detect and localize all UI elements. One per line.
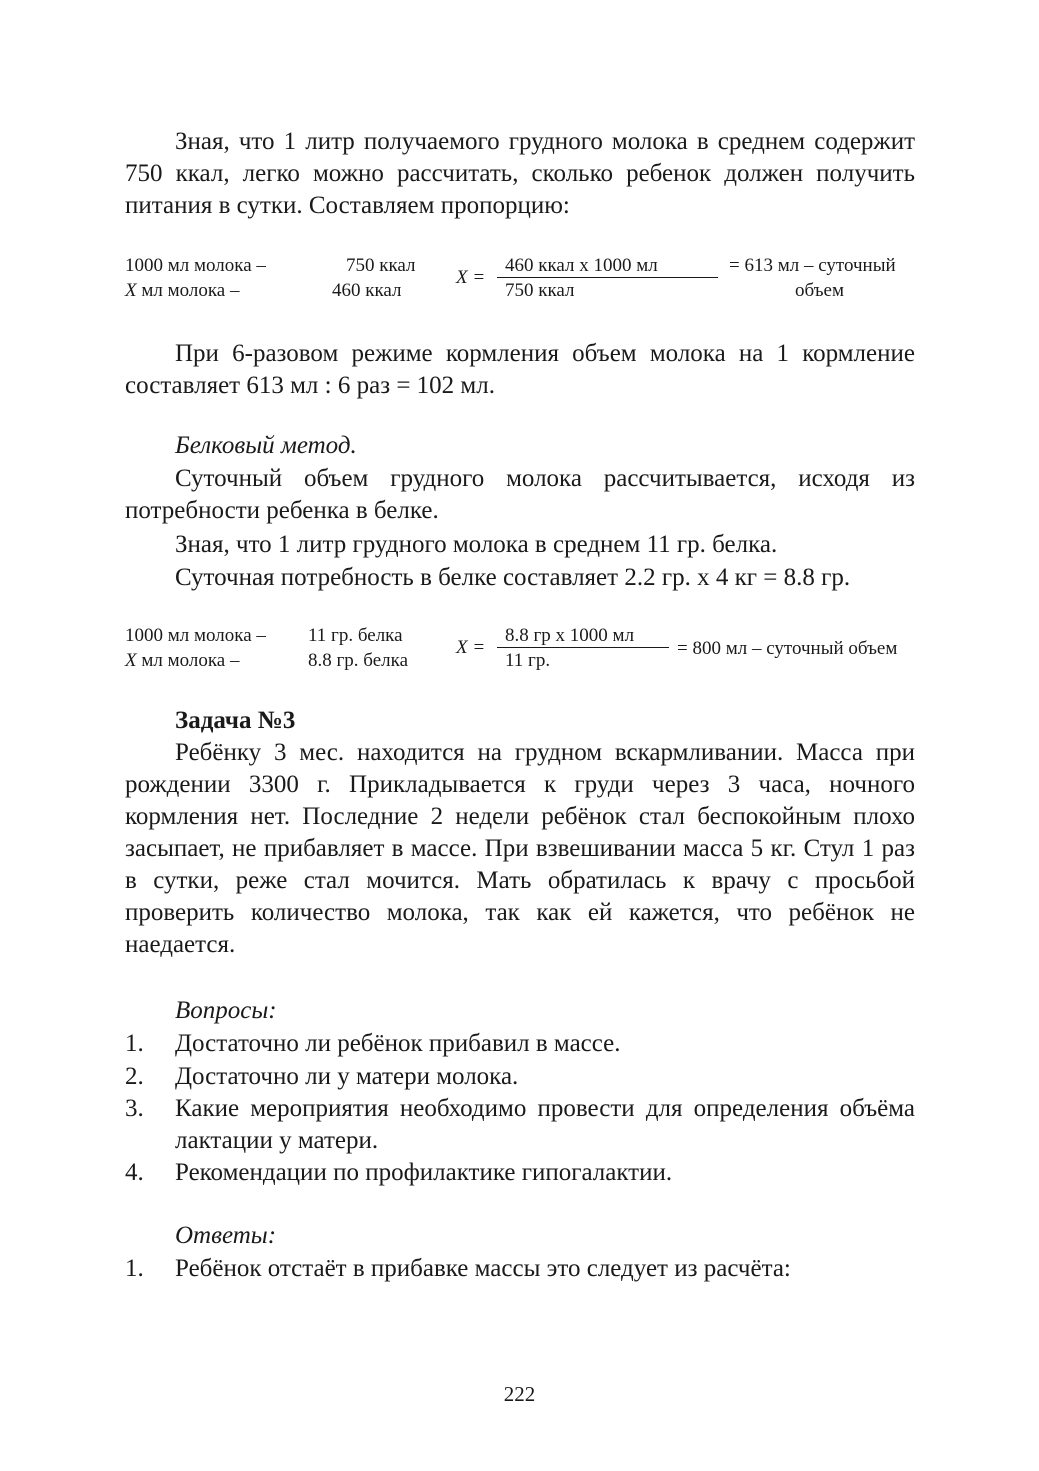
x-equals-2: X = <box>456 637 486 658</box>
question-number: 3. <box>125 1095 144 1122</box>
paragraph-feeding-volume: При 6-разовом режиме кормления объем молока на 1 кормление составляет 613 мл : 6 раз = 102 мл. <box>125 340 915 399</box>
question-number: 4. <box>125 1159 144 1186</box>
x-equals: X = <box>456 267 486 288</box>
answer-number: 1. <box>125 1255 144 1282</box>
proportion-line1-label: 1000 мл молока – <box>125 255 266 276</box>
question-number: 1. <box>125 1030 144 1057</box>
paragraph-protein-content: Зная, что 1 литр грудного молока в среднем 11 гр. белка. <box>175 531 778 558</box>
fraction2-bar <box>497 647 669 648</box>
question-number: 2. <box>125 1063 144 1090</box>
paragraph-intro: Зная, что 1 литр получаемого грудного молока в среднем содержит 750 ккал, легко можно рассчитать, сколько ребенок должен получить питания в сутки. Составляем пропорцию: <box>125 128 915 219</box>
proportion-line1-value: 750 ккал <box>346 255 416 276</box>
proportion2-line1-value: 11 гр. белка <box>308 625 403 646</box>
variable-x2: X <box>125 650 137 671</box>
questions-heading: Вопросы: <box>175 997 277 1024</box>
proportion2-line2-value: 8.8 гр. белка <box>308 650 409 671</box>
proportion-line2-value: 460 ккал <box>332 280 402 301</box>
answers-heading: Ответы: <box>175 1222 277 1249</box>
proportion-line2-text: мл молока – <box>136 280 240 301</box>
task-text: Ребёнку 3 мес. находится на грудном вскармливании. Масса при рождении 3300 г. Прикладывается к груди через 3 часа, ночного кормления нет. Последние 2 недели ребёнок стал беспокойным плохо засыпает, не прибавляет в массе. При взвешивании масса 5 кг. Стул 1 раз в сутки, реже стал мочится. Мать обратилась к врачу с просьбой проверить количество молока, так как ей кажется, что ребёнок не наедается. <box>125 739 915 958</box>
question-text: Достаточно ли у матери молока. <box>175 1063 519 1090</box>
paragraph-method-desc: Суточный объем грудного молока рассчитывается, исходя из потребности ребенка в белке. <box>125 465 915 524</box>
variable-x: X <box>125 280 137 301</box>
task-heading: Задача №3 <box>175 707 296 734</box>
question-text: Какие мероприятия необходимо провести для определения объёма лактации у матери. <box>175 1095 915 1154</box>
proportion-result-cont: объем <box>795 280 844 301</box>
proportion2-result: = 800 мл – суточный объем <box>677 638 898 659</box>
fraction2-denominator: 11 гр. <box>505 650 551 671</box>
page-number: 222 <box>503 1382 536 1406</box>
answer-text: Ребёнок отстаёт в прибавке массы это следует из расчёта: <box>175 1255 791 1282</box>
fraction2-numerator: 8.8 гр х 1000 мл <box>505 625 635 646</box>
fraction-denominator: 750 ккал <box>505 280 575 301</box>
fraction-bar <box>497 277 718 278</box>
proportion-result: = 613 мл – суточный <box>729 255 896 276</box>
fraction-numerator: 460 ккал х 1000 мл <box>505 255 658 276</box>
proportion2-line2-label <box>125 649 240 673</box>
question-text: Достаточно ли ребёнок прибавил в массе. <box>175 1030 621 1057</box>
proportion2-line1-label: 1000 мл молока – <box>125 625 266 646</box>
method-heading: Белковый метод. <box>175 432 357 459</box>
proportion-line2-label <box>125 279 240 303</box>
question-text: Рекомендации по профилактике гипогалактии. <box>175 1159 673 1186</box>
proportion2-line2-text: мл молока – <box>136 650 240 671</box>
paragraph-protein-need: Суточная потребность в белке составляет 2.2 гр. х 4 кг = 8.8 гр. <box>175 564 851 591</box>
